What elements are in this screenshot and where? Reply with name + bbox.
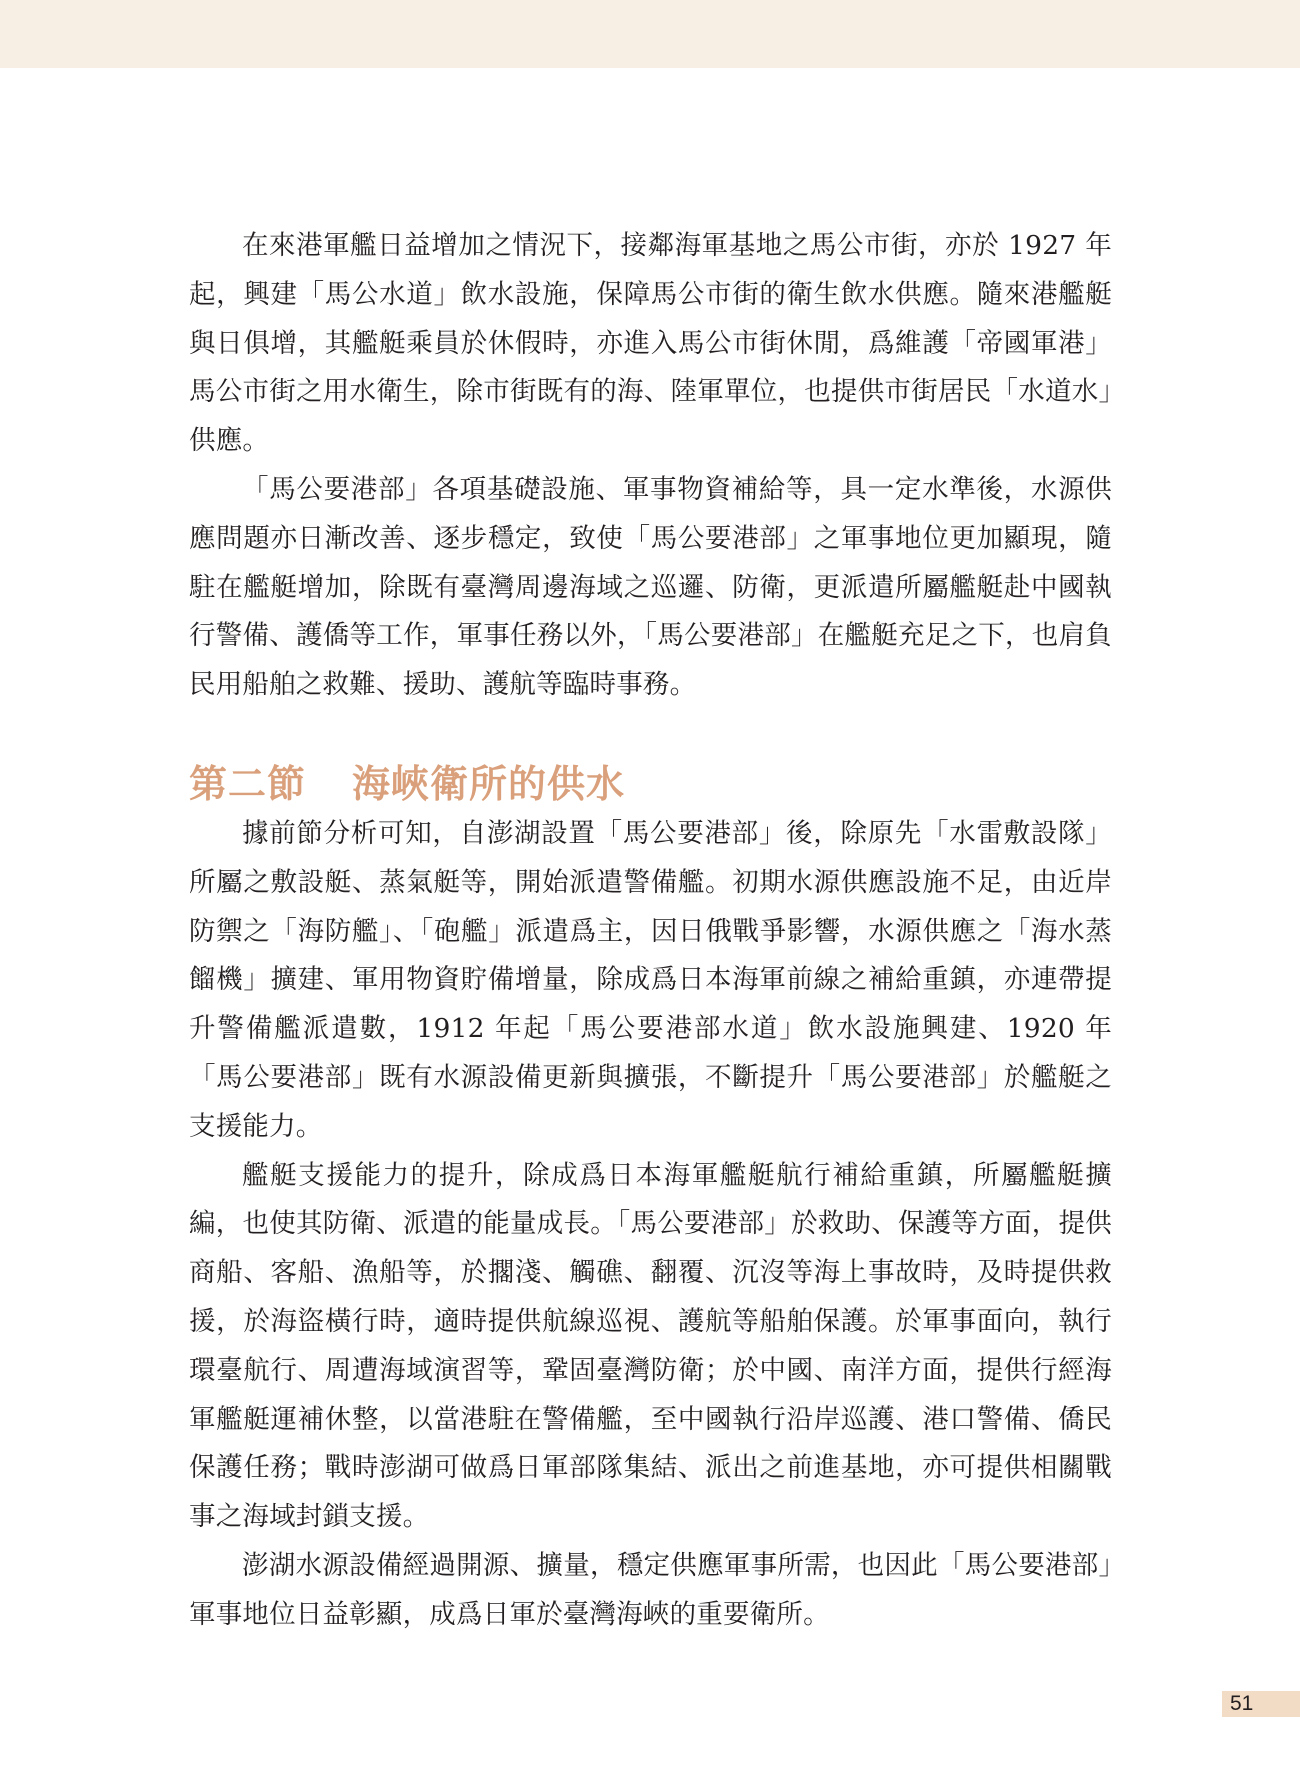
body-paragraph: 據前節分析可知，自澎湖設置「馬公要港部」後，除原先「水雷敷設隊」所屬之敷設艇、蒸氣艇等，開始派遣警備艦。初期水源供應設施不足，由近岸防禦之「海防艦」、「砲艦」派遣爲主，因日俄戰爭影響，水源供應之「海水蒸餾機」擴建、軍用物資貯備增量，除成爲日本海軍前線之補給重鎮，亦連帶提升警備艦派遣數，1912 年起「馬公要港部水道」飲水設施興建、1920 年「馬公要港部」既有水源設備更新與擴張，不斷提升「馬公要港部」於艦艇之支援能力。 <box>189 817 1112 1142</box>
section-number: 第二節 <box>189 761 307 806</box>
section-heading <box>189 758 1112 810</box>
section-title: 海峽衛所的供水 <box>352 761 626 806</box>
page-number-tab <box>1222 1691 1300 1717</box>
body-paragraph: 在來港軍艦日益增加之情況下，接鄰海軍基地之馬公市街，亦於 1927 年起，興建「馬公水道」飲水設施，保障馬公市街的衛生飲水供應。隨來港艦艇與日俱增，其艦艇乘員於休假時，亦進入馬公市街休閒，爲維護「帝國軍港」馬公市街之用水衛生，除市街既有的海、陸軍單位，也提供市街居民「水道水」供應。 <box>189 230 1112 457</box>
body-paragraph: 「馬公要港部」各項基礎設施、軍事物資補給等，具一定水準後，水源供應問題亦日漸改善、逐步穩定，致使「馬公要港部」之軍事地位更加顯現，隨駐在艦艇增加，除既有臺灣周邊海域之巡邏、防衛，更派遣所屬艦艇赴中國執行警備、護僑等工作，軍事任務以外，「馬公要港部」在艦艇充足之下，也肩負民用船舶之救難、援助、護航等臨時事務。 <box>189 473 1112 701</box>
body-paragraph: 澎湖水源設備經過開源、擴量，穩定供應軍事所需，也因此「馬公要港部」軍事地位日益彰顯，成爲日軍於臺灣海峽的重要衛所。 <box>189 1549 1112 1630</box>
page-number: 51 <box>1230 1692 1254 1715</box>
top-header-band <box>0 0 1300 68</box>
page-body <box>189 222 1112 1640</box>
body-paragraph: 艦艇支援能力的提升，除成爲日本海軍艦艇航行補給重鎮，所屬艦艇擴編，也使其防衛、派遣的能量成長。「馬公要港部」於救助、保護等方面，提供商船、客船、漁船等，於擱淺、觸礁、翻覆、沉沒等海上事故時，及時提供救援，於海盜橫行時，適時提供航線巡視、護航等船舶保護。於軍事面向，執行環臺航行、周遭海域演習等，鞏固臺灣防衛；於中國、南洋方面，提供行經海軍艦艇運補休整，以當港駐在警備艦，至中國執行沿岸巡護、港口警備、僑民保護任務；戰時澎湖可做爲日軍部隊集結、派出之前進基地，亦可提供相關戰事之海域封鎖支援。 <box>189 1159 1112 1533</box>
